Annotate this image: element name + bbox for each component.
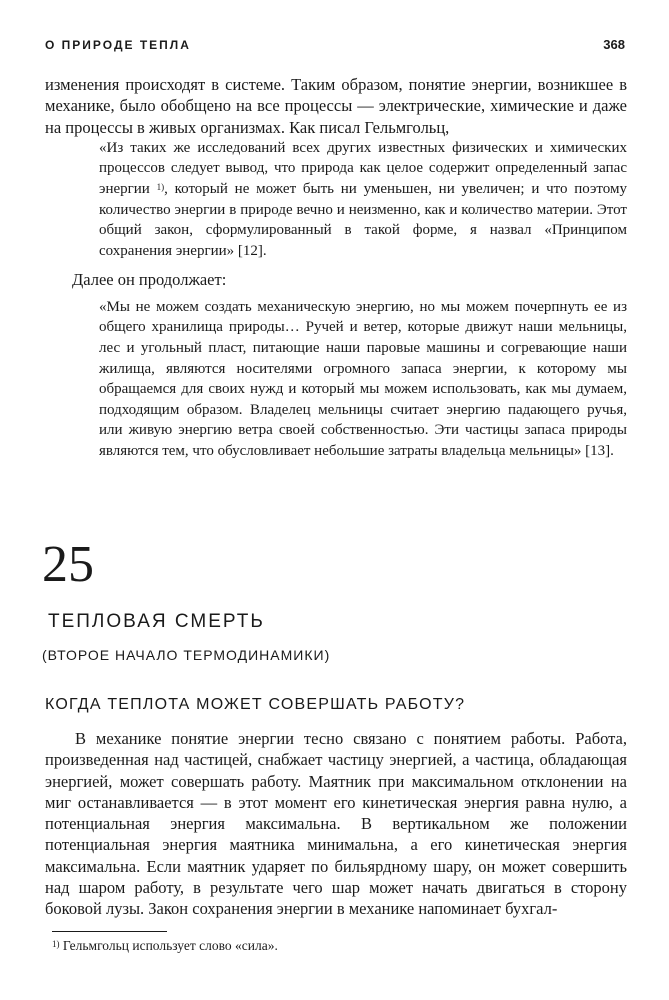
section-paragraph: В механике понятие энергии тесно связано с понятием работы. Работа, произведенная над частицей, снабжает частицу энергией, а частица, обладающая энергией, может совершать работу. Маятник при максимальном отклонении на миг останавливается — в этот момент его кинетическая энергия равна нулю, а потенциальная энергия максимальна. В вертикальном же положении потенциальная энергия маятника минимальна, а его кинетическая энергия максимальна. Если маятник ударяет по бильярдному шару, он может совершить над шаром работу, в результате чего шар может начать двигаться в сторону боковой лузы. Закон сохранения энергии в механике напоминает бухгал- [45,729,627,919]
footnote-mark: 1) [156,182,165,193]
opening-paragraph: изменения происходят в системе. Таким образом, понятие энергии, возникшее в механике, было обобщено на все процессы — электрические, химические и даже на процессы в живых организмах. Как писал Гельмгольц, [45,75,627,137]
footnote-number: 1) [52,939,60,949]
footnote [52,937,278,955]
quote1-text-end: , который не может быть ни уменьшен, ни увеличен; и что поэтому количество энергии в природе вечно и неизменно, как и количество материи. Этот общий закон, сформулированный в такой форме, я назвал «Принципом сохранения энергии» [12]. [99,181,627,259]
helmholtz-quote-2: «Мы не можем создать механическую энергию, но мы можем почерпнуть ее из общего хранилища природы… Ручей и ветер, которые движут наши мельницы, лес и угольный пласт, питающие наши паровые машины и согревающие наши жилища, являются носителями огромного запаса энергии, к которому мы обращаемся для своих нужд и который мы можем использовать, как мы думаем, подходящим образом. Владелец мельницы считает энергию падающего ручья, или живую энергию ветра своей собственностью. Эти частицы запаса природы являются тем, что обусловливает небольшие затраты владельца мельницы» [13]. [99,298,627,459]
quote1-text-start: «Из таких же исследований всех других известных физических и химических процессов следует вывод, что природа как целое содержит определенный запас энергии [99,139,627,198]
opening-text [45,74,627,462]
section-heading: КОГДА ТЕПЛОТА МОЖЕТ СОВЕРШАТЬ РАБОТУ? [45,696,466,713]
continuation-line: Далее он продолжает: [72,270,227,290]
section-body [45,728,627,920]
running-title: О ПРИРОДЕ ТЕПЛА [45,38,191,52]
chapter-title: ТЕПЛОВАЯ СМЕРТЬ [48,611,265,632]
chapter-subtitle: (ВТОРОЕ НАЧАЛО ТЕРМОДИНАМИКИ) [42,647,331,663]
chapter-number: 25 [42,536,94,593]
helmholtz-quote-1 [99,138,627,262]
page-number: 368 [603,37,625,52]
footnote-text: Гельмгольц использует слово «сила». [62,938,278,953]
footnote-divider [52,931,167,932]
